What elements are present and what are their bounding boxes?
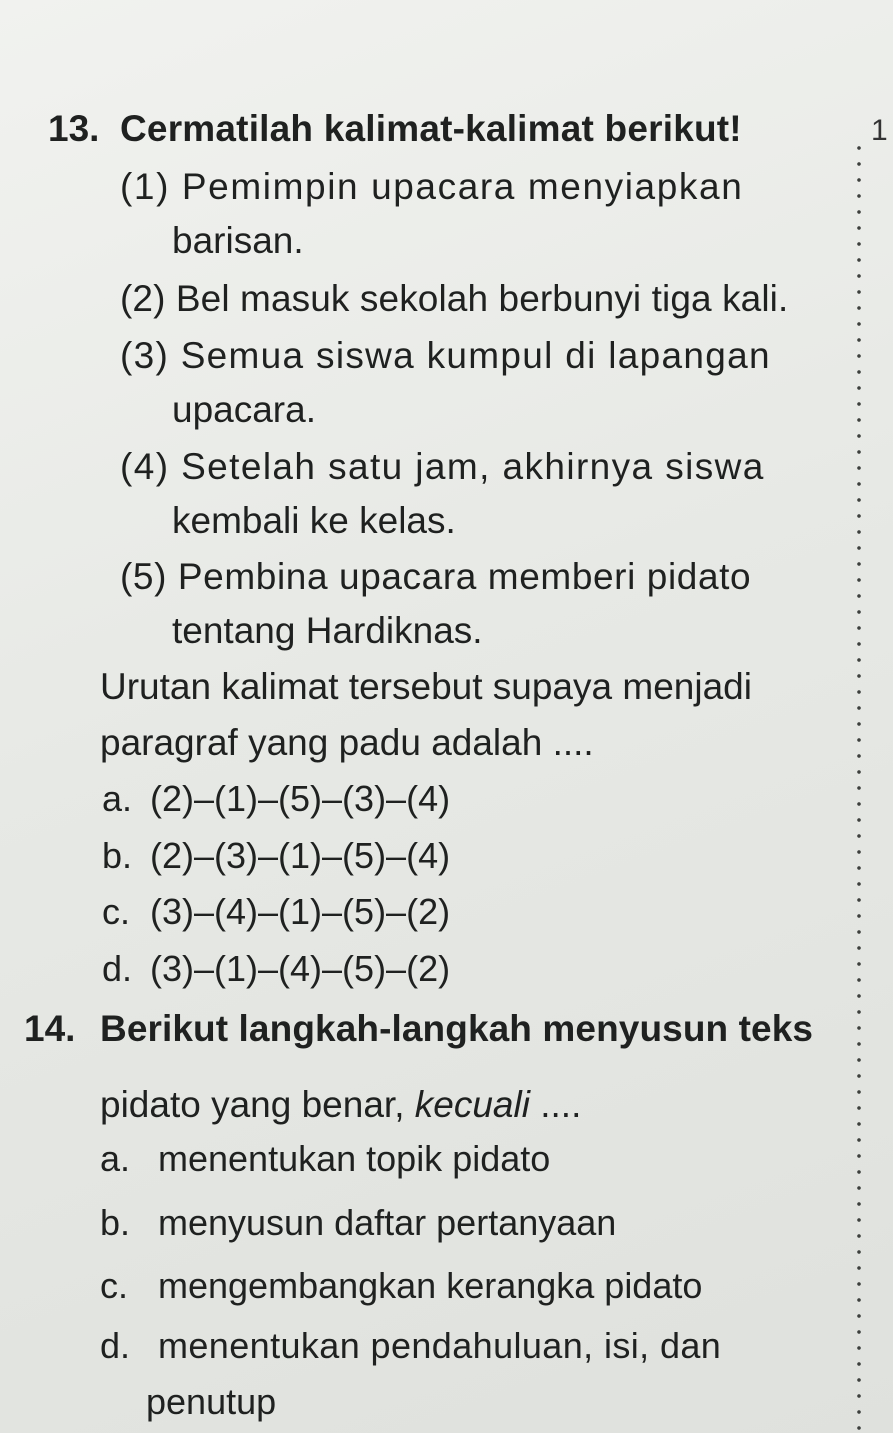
sentence-4-line-1: (4) Setelah satu jam, akhirnya siswa (120, 446, 765, 487)
sentence-3-line-1: (3) Semua siswa kumpul di lapangan (120, 335, 771, 376)
question-emphasis: kecuali (414, 1084, 530, 1125)
question-prompt-line-2: paragraf yang padu adalah .... (100, 722, 594, 763)
option-letter: b. (100, 1202, 131, 1243)
option-letter: a. (102, 778, 133, 819)
option-letter: d. (102, 948, 133, 989)
dotted-margin-line (856, 140, 862, 1430)
question-number: 14. (24, 1008, 76, 1049)
sentence-1-line-2: barisan. (172, 220, 304, 261)
option-text: (2)–(1)–(5)–(3)–(4) (150, 778, 451, 819)
option-text: (2)–(3)–(1)–(5)–(4) (150, 835, 451, 876)
option-text: menentukan topik pidato (158, 1138, 551, 1179)
sentence-3-line-2: upacara. (172, 389, 316, 430)
margin-mark: 1 (871, 114, 888, 147)
question-title: Cermatilah kalimat-kalimat berikut! (120, 108, 742, 149)
sentence-5-line-1: (5) Pembina upacara memberi pidato (120, 556, 752, 597)
option-letter: a. (100, 1138, 131, 1179)
option-text: mengembangkan kerangka pidato (158, 1265, 703, 1306)
question-number: 13. (48, 108, 100, 149)
option-text: (3)–(1)–(4)–(5)–(2) (150, 948, 451, 989)
option-letter: d. (100, 1325, 131, 1366)
option-text: menentukan pendahuluan, isi, dan (158, 1325, 722, 1366)
sentence-5-line-2: tentang Hardiknas. (172, 610, 483, 651)
sentence-1-line-1: (1) Pemimpin upacara menyiapkan (120, 166, 744, 207)
option-letter: c. (100, 1265, 129, 1306)
option-letter: b. (102, 835, 133, 876)
question-line-1: Berikut langkah-langkah menyusun teks (100, 1008, 814, 1049)
sentence-4-line-2: kembali ke kelas. (172, 500, 456, 541)
option-letter: c. (102, 891, 131, 932)
sentence-2: (2) Bel masuk sekolah berbunyi tiga kali. (120, 278, 789, 319)
option-text-continuation: penutup (146, 1381, 277, 1422)
option-text: (3)–(4)–(1)–(5)–(2) (150, 891, 451, 932)
question-line-2-suffix: .... (529, 1084, 582, 1125)
option-text: menyusun daftar pertanyaan (158, 1202, 617, 1243)
question-line-2 (100, 1086, 581, 1123)
question-line-2-prefix: pidato yang benar, (100, 1084, 415, 1125)
question-prompt-line-1: Urutan kalimat tersebut supaya menjadi (100, 666, 752, 707)
